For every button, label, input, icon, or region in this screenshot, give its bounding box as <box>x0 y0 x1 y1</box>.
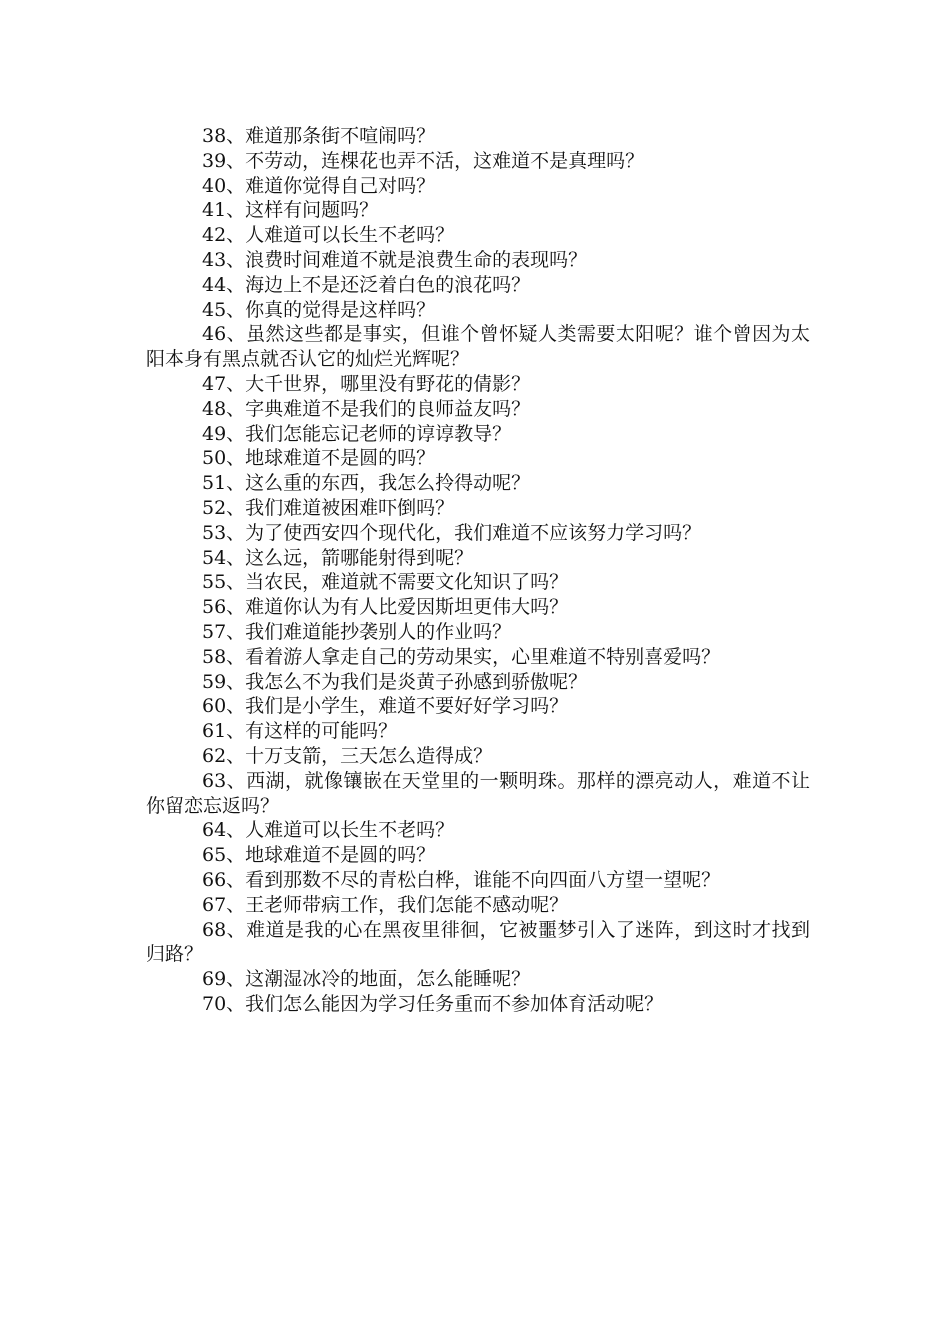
list-item: 66、看到那数不尽的青松白桦，谁能不向四面八方望一望呢？ <box>202 868 721 891</box>
list-item: 52、我们难道被困难吓倒吗？ <box>202 496 455 519</box>
list-item: 51、这么重的东西，我怎么拎得动呢？ <box>202 472 531 495</box>
list-item: 63、西湖，就像镶嵌在天堂里的一颗明珠。那样的漂亮动人，难道不让你留恋忘返吗？ <box>146 769 810 817</box>
list-item: 47、大千世界，哪里没有野花的倩影？ <box>202 372 531 395</box>
list-item: 53、为了使西安四个现代化，我们难道不应该努力学习吗？ <box>202 521 702 544</box>
list-item: 55、当农民，难道就不需要文化知识了吗？ <box>202 571 569 594</box>
list-item: 57、我们难道能抄袭别人的作业吗？ <box>202 620 512 643</box>
list-item: 61、有这样的可能吗？ <box>202 720 398 743</box>
list-item: 70、我们怎么能因为学习任务重而不参加体育活动呢？ <box>202 992 664 1015</box>
list-item: 62、十万支箭，三天怎么造得成？ <box>202 744 493 767</box>
list-item: 44、海边上不是还泛着白色的浪花吗？ <box>202 273 531 296</box>
list-item: 65、地球难道不是圆的吗？ <box>202 844 436 867</box>
list-item: 58、看着游人拿走自己的劳动果实，心里难道不特别喜爱吗？ <box>202 645 721 668</box>
list-item: 67、王老师带病工作，我们怎能不感动呢？ <box>202 893 569 916</box>
document-body <box>146 124 810 1017</box>
list-item: 60、我们是小学生，难道不要好好学习吗？ <box>202 695 569 718</box>
list-item: 42、人难道可以长生不老吗？ <box>202 224 455 247</box>
list-item: 45、你真的觉得是这样吗？ <box>202 298 436 321</box>
list-item: 46、虽然这些都是事实，但谁个曾怀疑人类需要太阳呢？谁个曾因为太阳本身有黑点就否认它的灿烂光辉呢？ <box>146 323 810 371</box>
list-item: 49、我们怎能忘记老师的谆谆教导？ <box>202 422 512 445</box>
list-item: 59、我怎么不为我们是炎黄子孙感到骄傲呢？ <box>202 670 588 693</box>
list-item: 50、地球难道不是圆的吗？ <box>202 447 436 470</box>
list-item: 41、这样有问题吗？ <box>202 199 379 222</box>
list-item: 38、难道那条街不喧闹吗？ <box>202 125 436 147</box>
list-item: 64、人难道可以长生不老吗？ <box>202 819 455 842</box>
list-item: 39、不劳动，连棵花也弄不活，这难道不是真理吗？ <box>202 149 645 172</box>
list-item: 40、难道你觉得自己对吗？ <box>202 174 436 197</box>
list-item: 54、这么远，箭哪能射得到呢？ <box>202 546 474 569</box>
list-item: 43、浪费时间难道不就是浪费生命的表现吗？ <box>202 248 588 271</box>
list-item: 56、难道你认为有人比爱因斯坦更伟大吗？ <box>202 596 569 619</box>
list-item: 68、难道是我的心在黑夜里徘徊，它被噩梦引入了迷阵，到这时才找到归路？ <box>146 918 810 966</box>
list-item: 48、字典难道不是我们的良师益友吗？ <box>202 397 531 420</box>
list-item: 69、这潮湿冰冷的地面，怎么能睡呢？ <box>202 968 531 991</box>
